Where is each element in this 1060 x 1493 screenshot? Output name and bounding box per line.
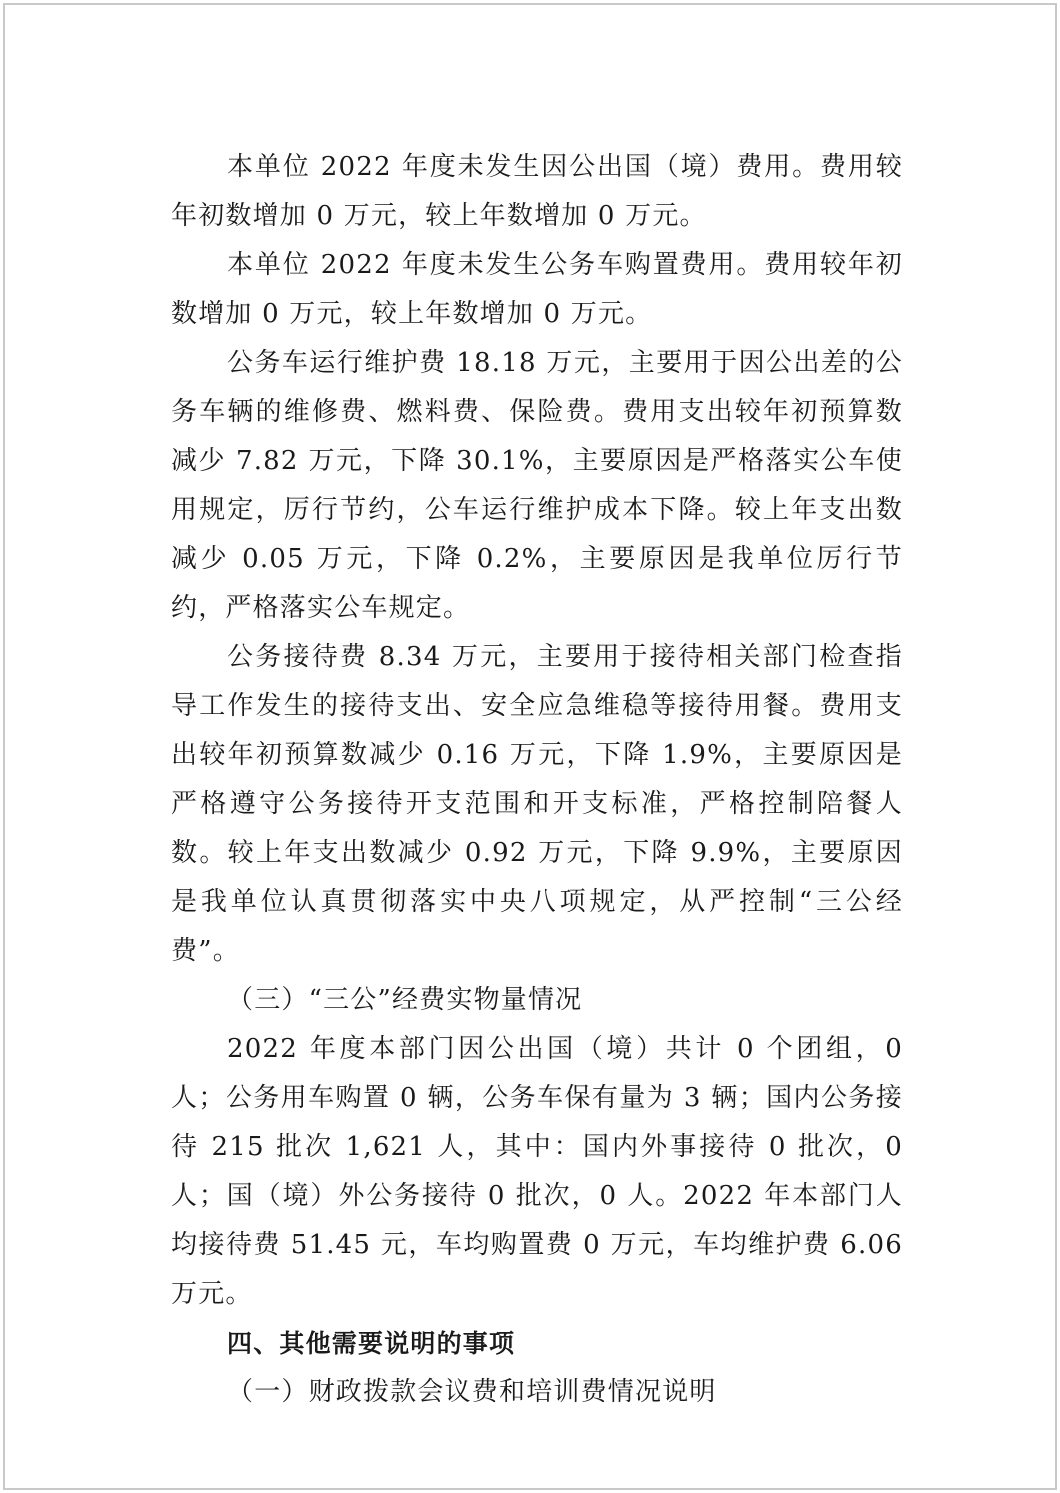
paragraph-vehicle-purchase: 本单位 2022 年度未发生公务车购置费用。费用较年初数增加 0 万元，较上年数增加 0 万元。	[171, 250, 903, 329]
document-page	[3, 3, 1057, 1490]
section-heading-other-matters: 四、其他需要说明的事项	[227, 1329, 516, 1358]
paragraph-overseas-travel: 本单位 2022 年度未发生因公出国（境）费用。费用较年初数增加 0 万元，较上年数增加 0 万元。	[171, 152, 903, 231]
subheading-meeting-training-fees: （一）财政拨款会议费和培训费情况说明	[227, 1377, 717, 1407]
subheading-three-public-quantities: （三）“三公”经费实物量情况	[227, 985, 583, 1015]
paragraph-vehicle-maintenance: 公务车运行维护费 18.18 万元，主要用于因公出差的公务车辆的维修费、燃料费、保险费。费用支出较年初预算数减少 7.82 万元，下降 30.1%，主要原因是严格落实公车使用规定，厉行节约，公车运行维护成本下降。较上年支出数减少 0.05 万元，下降 0.2%，主要原因是我单位厉行节约，严格落实公车规定。	[171, 348, 903, 623]
document-body	[171, 143, 903, 1417]
paragraph-official-reception: 公务接待费 8.34 万元，主要用于接待相关部门检查指导工作发生的接待支出、安全应急维稳等接待用餐。费用支出较年初预算数减少 0.16 万元，下降 1.9%，主要原因是严格遵守公务接待开支范围和开支标准，严格控制陪餐人数。较上年支出数减少 0.92 万元，下降 9.9%，主要原因是我单位认真贯彻落实中央八项规定，从严控制“三公经费”。	[171, 642, 903, 966]
paragraph-physical-quantities: 2022 年度本部门因公出国（境）共计 0 个团组，0 人；公务用车购置 0 辆，公务车保有量为 3 辆；国内公务接待 215 批次 1,621 人，其中：国内外事接待 0 批次，0 人；国（境）外公务接待 0 批次，0 人。2022 年本部门人均接待费 51.45 元，车均购置费 0 万元，车均维护费 6.06 万元。	[171, 1034, 903, 1309]
